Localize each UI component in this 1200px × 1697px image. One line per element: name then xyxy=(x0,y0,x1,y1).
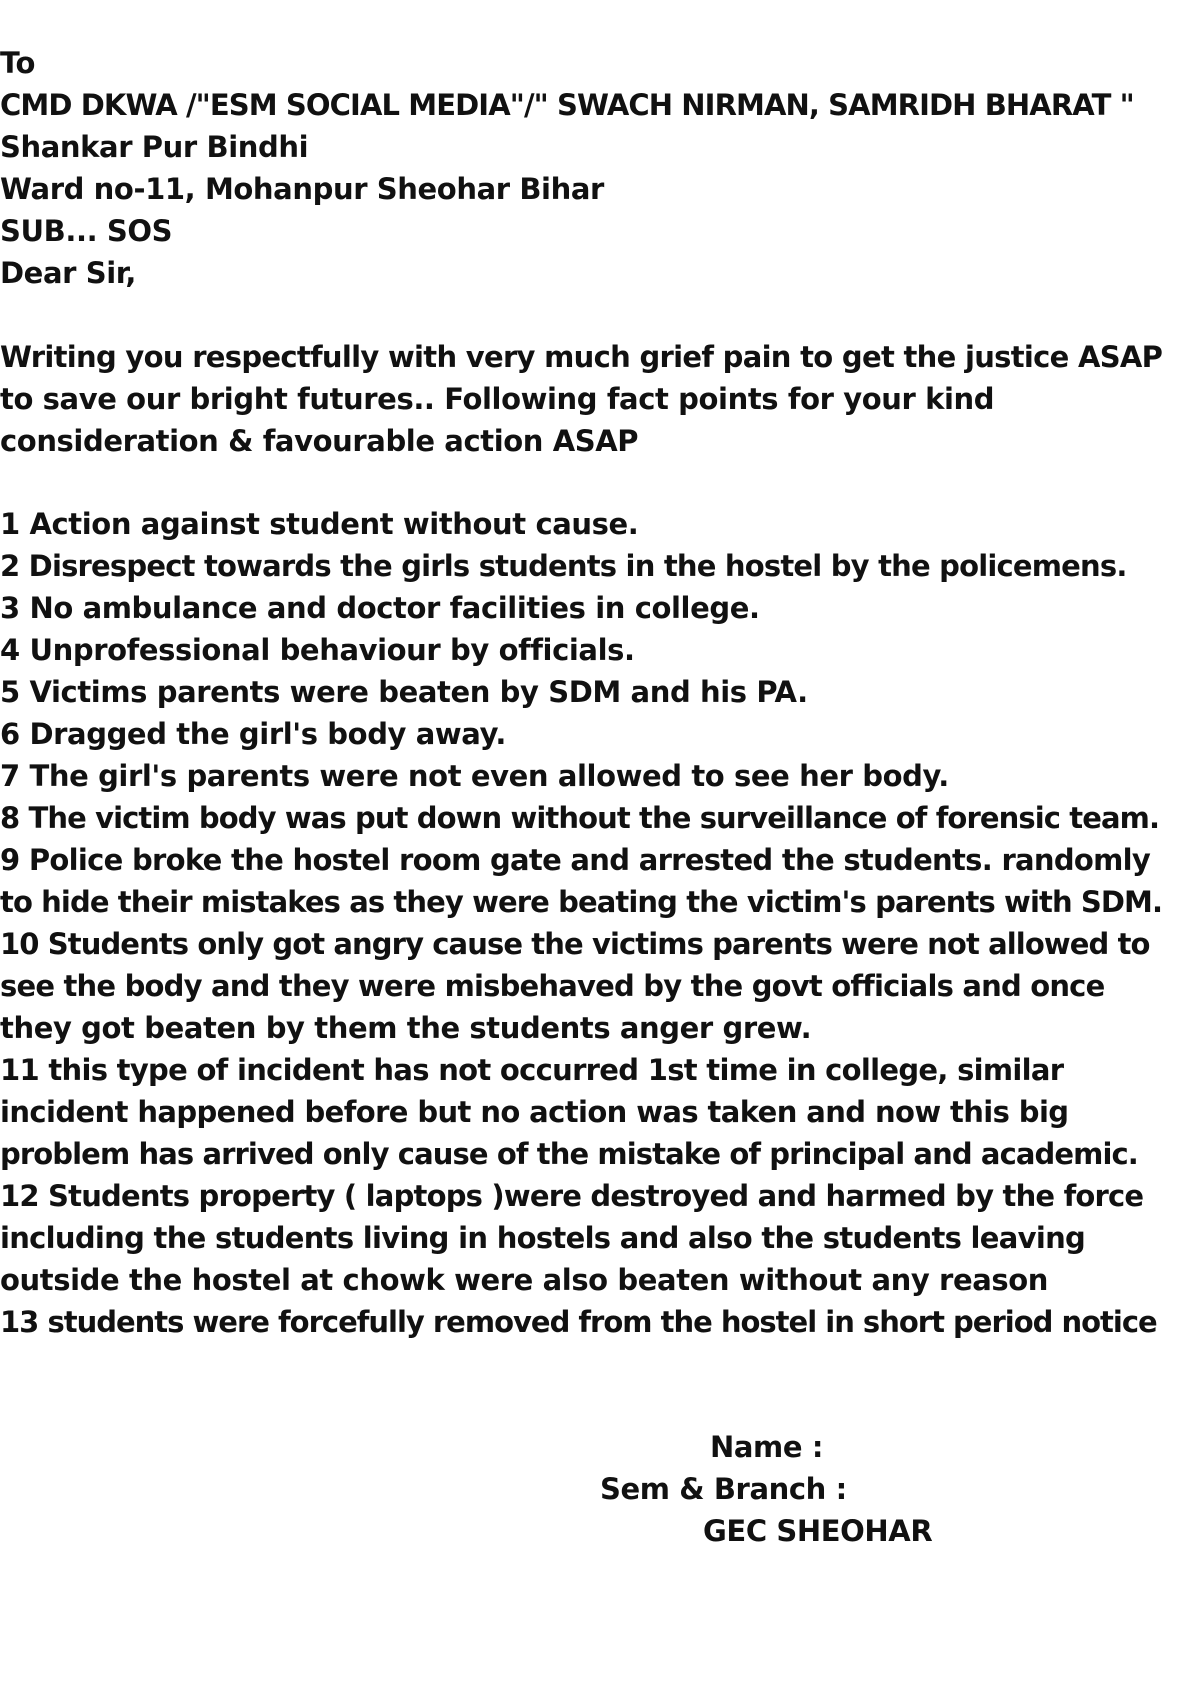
address-to: To xyxy=(0,46,36,80)
signature-name-label: Name : xyxy=(710,1430,824,1464)
fact-point: incident happened before but no action was taken and now this big xyxy=(0,1095,1069,1129)
fact-point: including the students living in hostels and also the students leaving xyxy=(0,1221,1086,1255)
address-ward: Ward no-11, Mohanpur Sheohar Bihar xyxy=(0,172,604,206)
fact-point: to hide their mistakes as they were beating the victim's parents with SDM. xyxy=(0,885,1163,919)
subject-line: SUB... SOS xyxy=(0,214,173,248)
fact-point: 4 Unprofessional behaviour by officials. xyxy=(0,633,635,667)
fact-point: 6 Dragged the girl's body away. xyxy=(0,717,507,751)
fact-point: 9 Police broke the hostel room gate and arrested the students. randomly xyxy=(0,843,1151,877)
fact-point: problem has arrived only cause of the mistake of principal and academic. xyxy=(0,1137,1138,1171)
fact-point: see the body and they were misbehaved by the govt officials and once xyxy=(0,969,1105,1003)
fact-point: 1 Action against student without cause. xyxy=(0,507,639,541)
address-recipient: CMD DKWA /"ESM SOCIAL MEDIA"/" SWACH NIRMAN, SAMRIDH BHARAT " xyxy=(0,88,1134,122)
fact-point: 5 Victims parents were beaten by SDM and his PA. xyxy=(0,675,808,709)
intro-line: consideration & favourable action ASAP xyxy=(0,424,639,458)
signature-sem-branch-label: Sem & Branch : xyxy=(600,1472,847,1506)
intro-line: to save our bright futures.. Following fact points for your kind xyxy=(0,382,995,416)
fact-point: outside the hostel at chowk were also beaten without any reason xyxy=(0,1263,1049,1297)
fact-point: 12 Students property ( laptops )were destroyed and harmed by the force xyxy=(0,1179,1144,1213)
fact-point: 8 The victim body was put down without the surveillance of forensic team. xyxy=(0,801,1160,835)
address-place: Shankar Pur Bindhi xyxy=(0,130,309,164)
signature-college: GEC SHEOHAR xyxy=(703,1514,933,1548)
salutation: Dear Sir, xyxy=(0,256,136,290)
fact-point: 10 Students only got angry cause the victims parents were not allowed to xyxy=(0,927,1150,961)
fact-point: they got beaten by them the students anger grew. xyxy=(0,1011,812,1045)
fact-point: 3 No ambulance and doctor facilities in college. xyxy=(0,591,760,625)
fact-point: 11 this type of incident has not occurred 1st time in college, similar xyxy=(0,1053,1064,1087)
fact-point: 7 The girl's parents were not even allowed to see her body. xyxy=(0,759,949,793)
intro-line: Writing you respectfully with very much grief pain to get the justice ASAP xyxy=(0,340,1163,374)
fact-point: 2 Disrespect towards the girls students in the hostel by the policemens. xyxy=(0,549,1127,583)
fact-point: 13 students were forcefully removed from the hostel in short period notice xyxy=(0,1305,1157,1339)
